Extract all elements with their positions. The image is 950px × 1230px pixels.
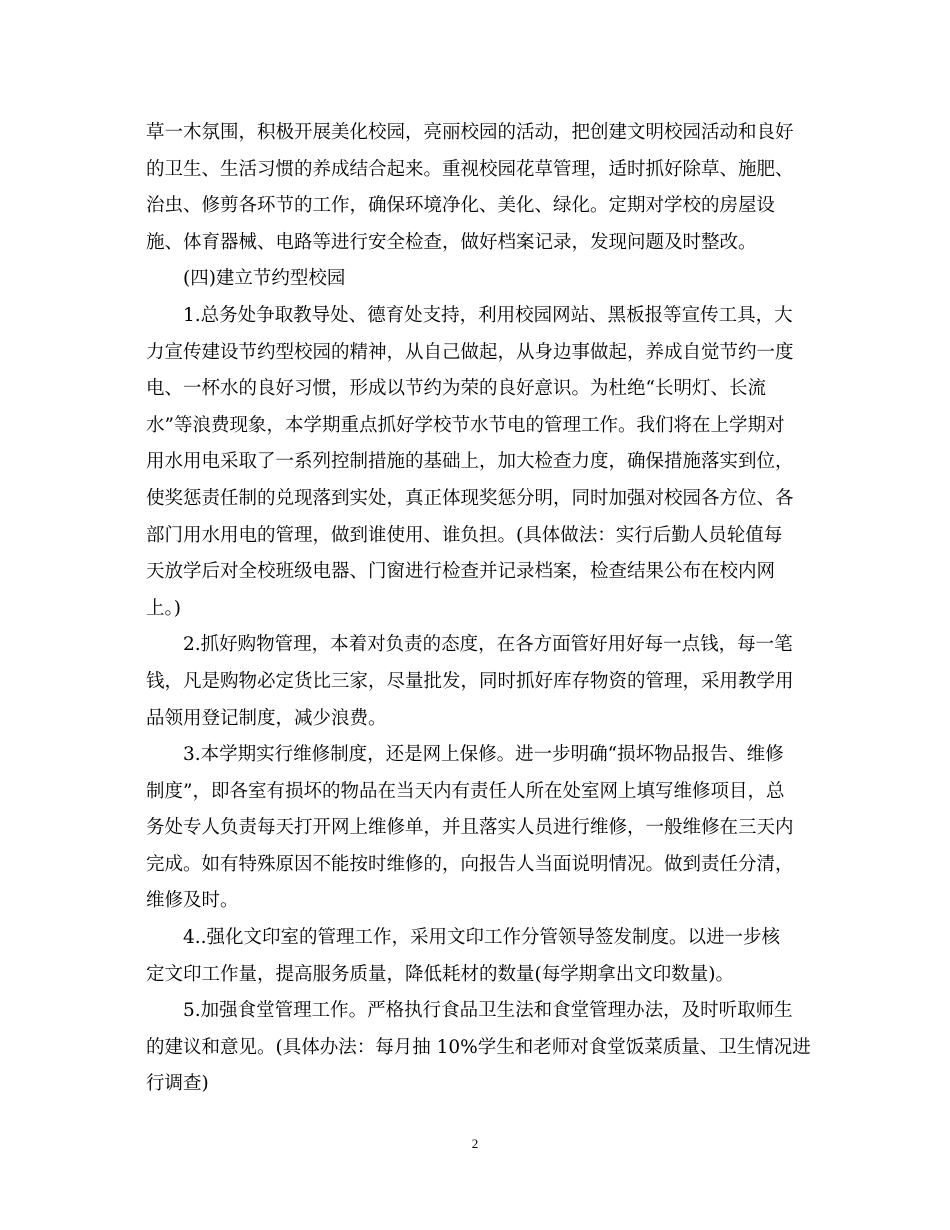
paragraph-campus-beautification: 草一木氛围，积极开展美化校园，亮丽校园的活动，把创建文明校园活动和良好 的卫生、生活习惯的养成结合起来。重视校园花草管理，适时抓好除草、施肥、 治虫、修剪各环节的工作，确保环境净化、美化、绿化。定期对学校的房屋设 施、体育器械、电路等进行安全检查，做好档案记录，发现问题及时整改。 [146, 122, 794, 253]
document-body [146, 115, 811, 1103]
section-heading-conservation-campus: (四)建立节约型校园 [146, 268, 346, 290]
paragraph-item-3-maintenance: 3.本学期实行维修制度，还是网上保修。进一步明确“损坏物品报告、维修 制度”，即各室有损坏的物品在当天内有责任人所在处室网上填写维修项目，总 务处专人负责每天打开网上维修单，并且落实人员进行维修，一般维修在三天内 完成。如有特殊原因不能按时维修的，向报告人当面说明情况。做到责任分清， 维修及时。 [146, 744, 794, 912]
paragraph-item-4-printing-room: 4..强化文印室的管理工作，采用文印工作分管领导签发制度。以进一步核 定文印工作量，提高服务质量，降低耗材的数量(每学期拿出文印数量)。 [146, 927, 781, 985]
paragraph-item-2-purchasing: 2.抓好购物管理，本着对负责的态度，在各方面管好用好每一点钱，每一笔 钱，凡是购物必定货比三家，尽量批发，同时抓好库存物资的管理，采用教学用 品领用登记制度，减少浪费。 [146, 634, 794, 729]
paragraph-item-5-canteen: 5.加强食堂管理工作。严格执行食品卫生法和食堂管理办法，及时听取师生 的建议和意见。(具体办法：每月抽 10%学生和老师对食堂饭菜质量、卫生情况进 行调查) [146, 1000, 811, 1095]
paragraph-item-1-energy-saving: 1.总务处争取教导处、德育处支持，利用校园网站、黑板报等宣传工具，大 力宣传建设节约型校园的精神，从自己做起，从身边事做起，养成自觉节约一度 电、一杯水的良好习惯，形成以节约为荣的良好意识。为杜绝“长明灯、长流 水”等浪费现象，本学期重点抓好学校节水节电的管理工作。我们将在上学期对 用水用电采取了一系列控制措施的基础上，加大检查力度，确保措施落实到位， 使奖惩责任制的兑现落到实处，真正体现奖惩分明，同时加强对校园各方位、各 部门用水用电的管理，做到谁使用、谁负担。(具体做法：实行后勤人员轮值每 天放学后对全校班级电器、门窗进行检查并记录档案，检查结果公布在校内网 上。) [146, 304, 794, 619]
page-number: 2 [471, 1136, 479, 1151]
